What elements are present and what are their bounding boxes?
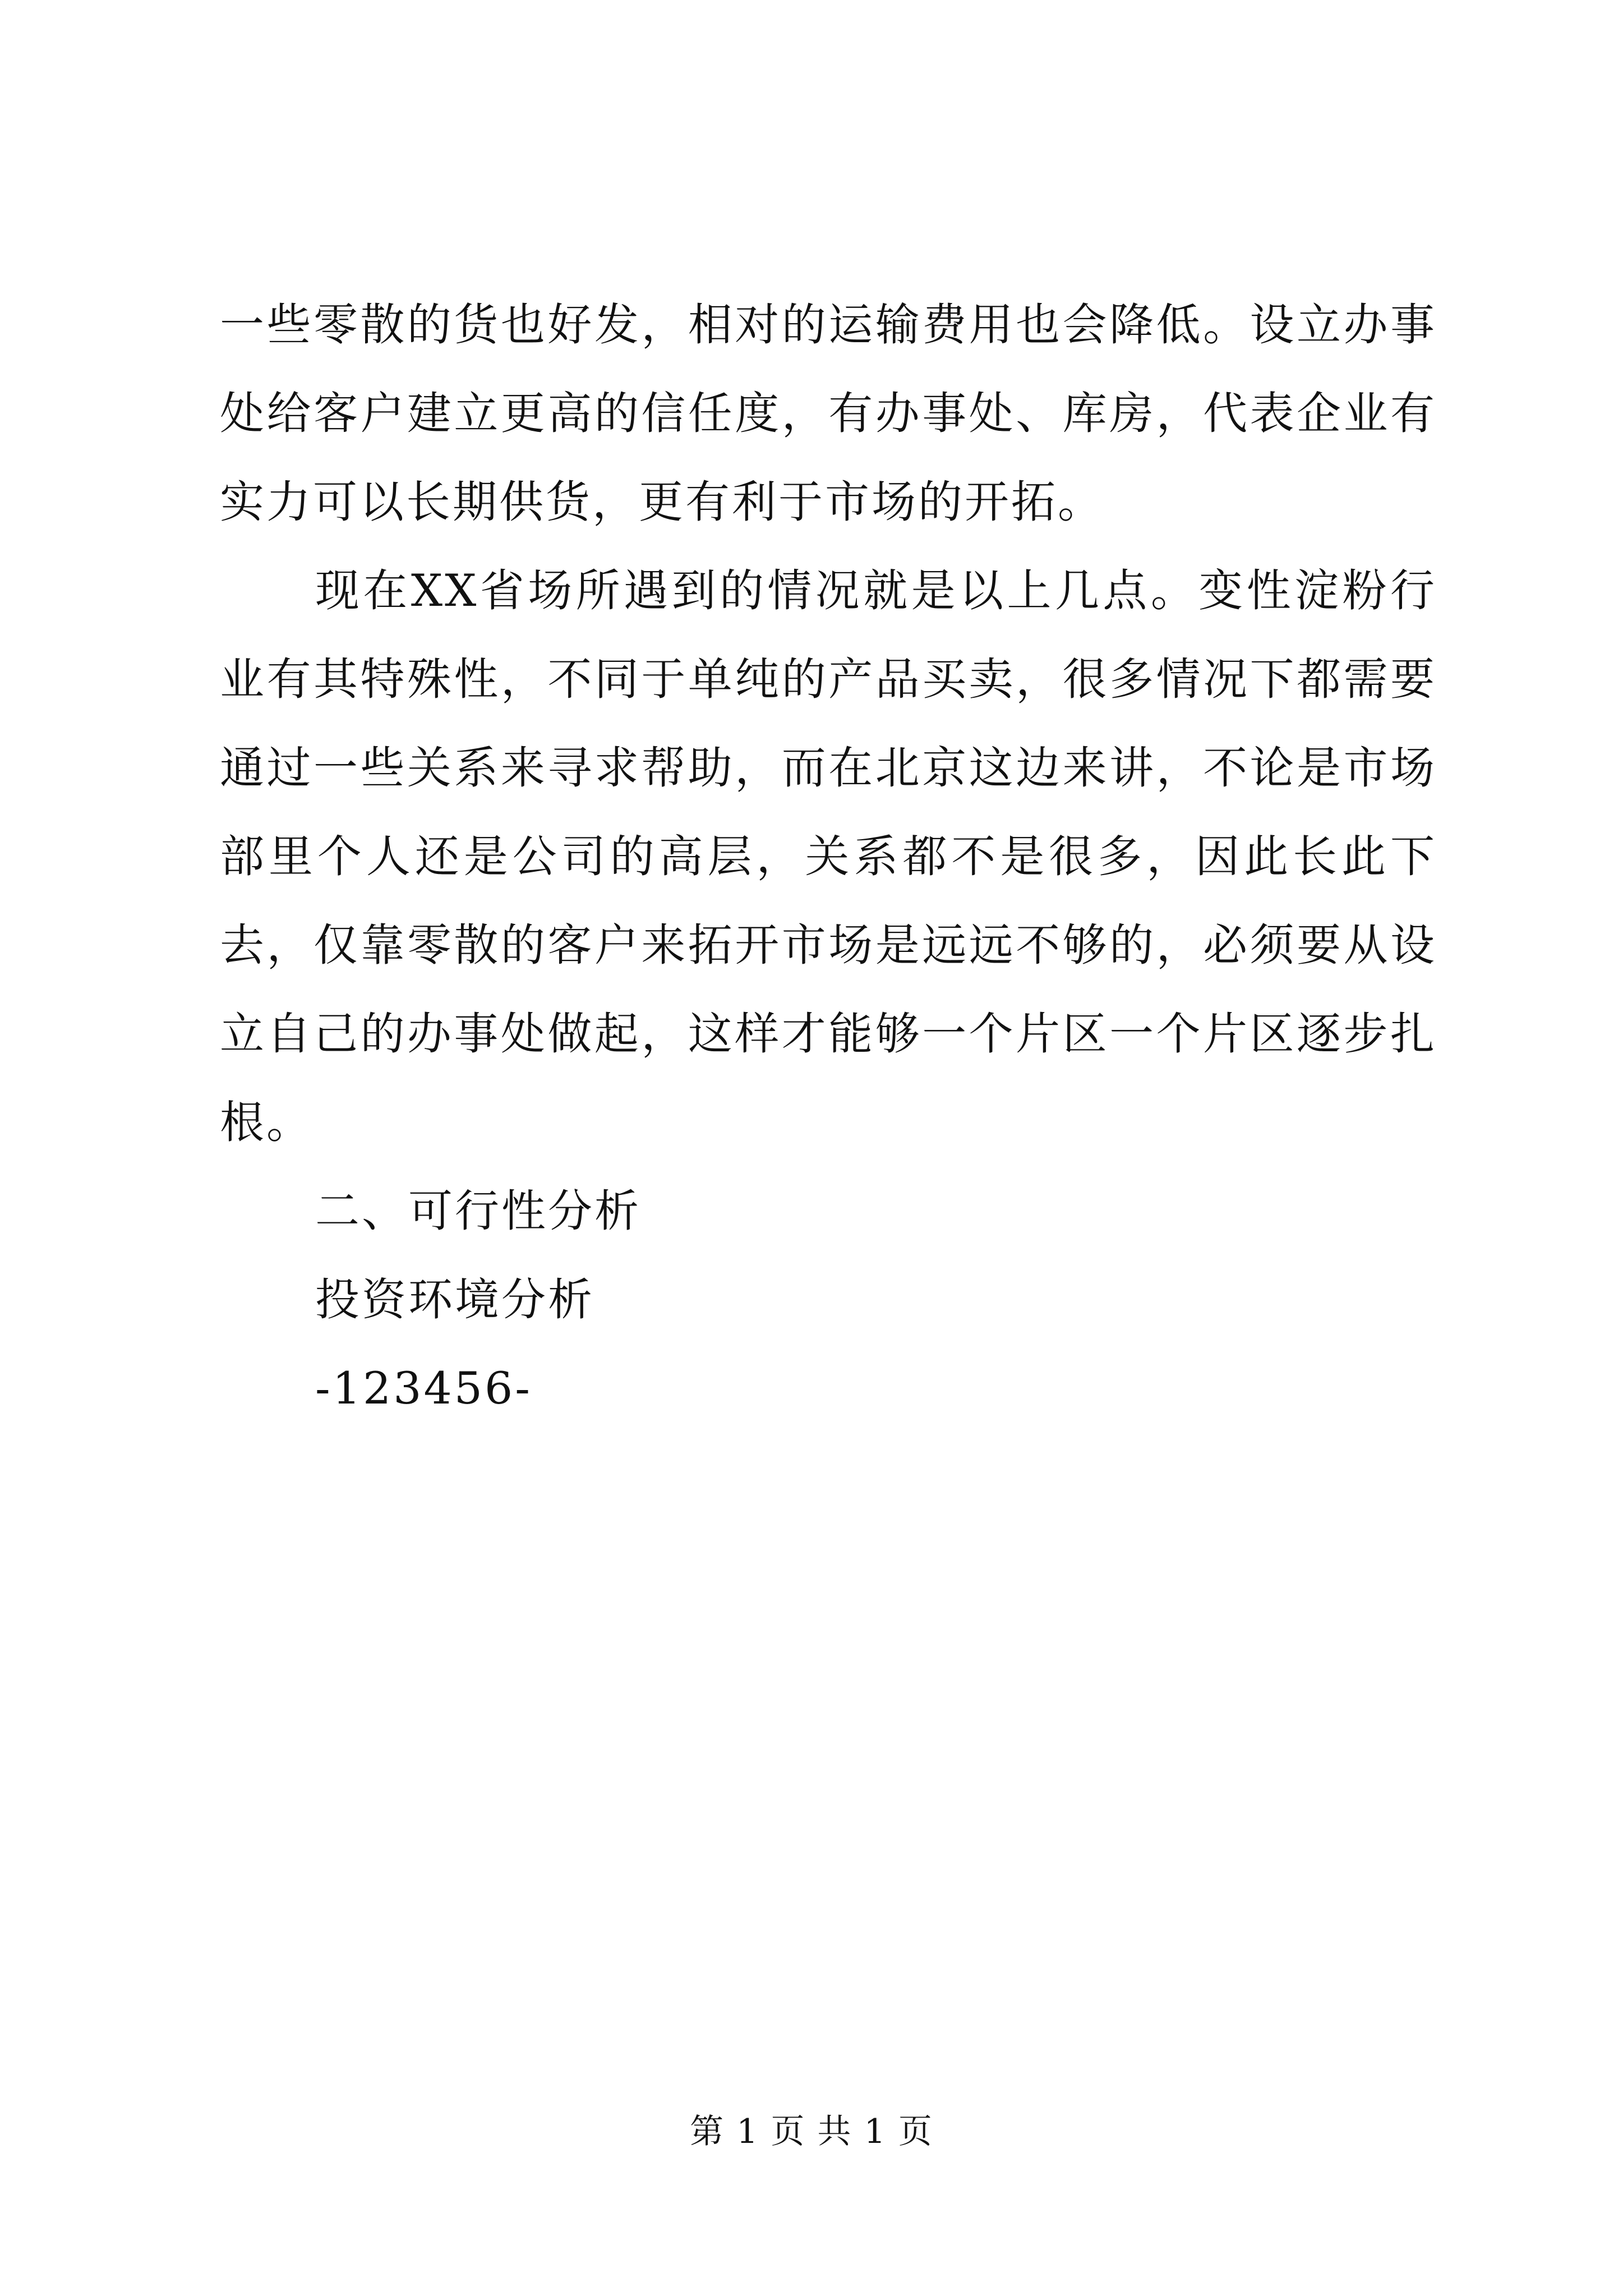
subheading-investment-environment: 投资环境分析 (315, 1274, 594, 1326)
document-body (220, 280, 1437, 1433)
paragraph-continuation: 一些零散的货也好发，相对的运输费用也会降低。设立办事处给客户建立更高的信任度，有办事处、库房，代表企业有实力可以长期供货，更有利于市场的开拓。 (220, 299, 1437, 528)
paragraph-situation: 现在XX省场所遇到的情况就是以上几点。变性淀粉行业有其特殊性，不同于单纯的产品买卖，很多情况下都需要通过一些关系来寻求帮助，而在北京这边来讲，不论是市场部里个人还是公司的高层，关系都不是很多，因此长此下去，仅靠零散的客户来拓开市场是远远不够的，必须要从设立自己的办事处做起，这样才能够一个片区一个片区逐步扎根。 (220, 565, 1437, 1148)
number-marker: -123456- (315, 1363, 532, 1414)
section-heading-feasibility: 二、可行性分析 (315, 1185, 641, 1237)
page-number-footer: 第 1 页 共 1 页 (690, 2112, 933, 2151)
